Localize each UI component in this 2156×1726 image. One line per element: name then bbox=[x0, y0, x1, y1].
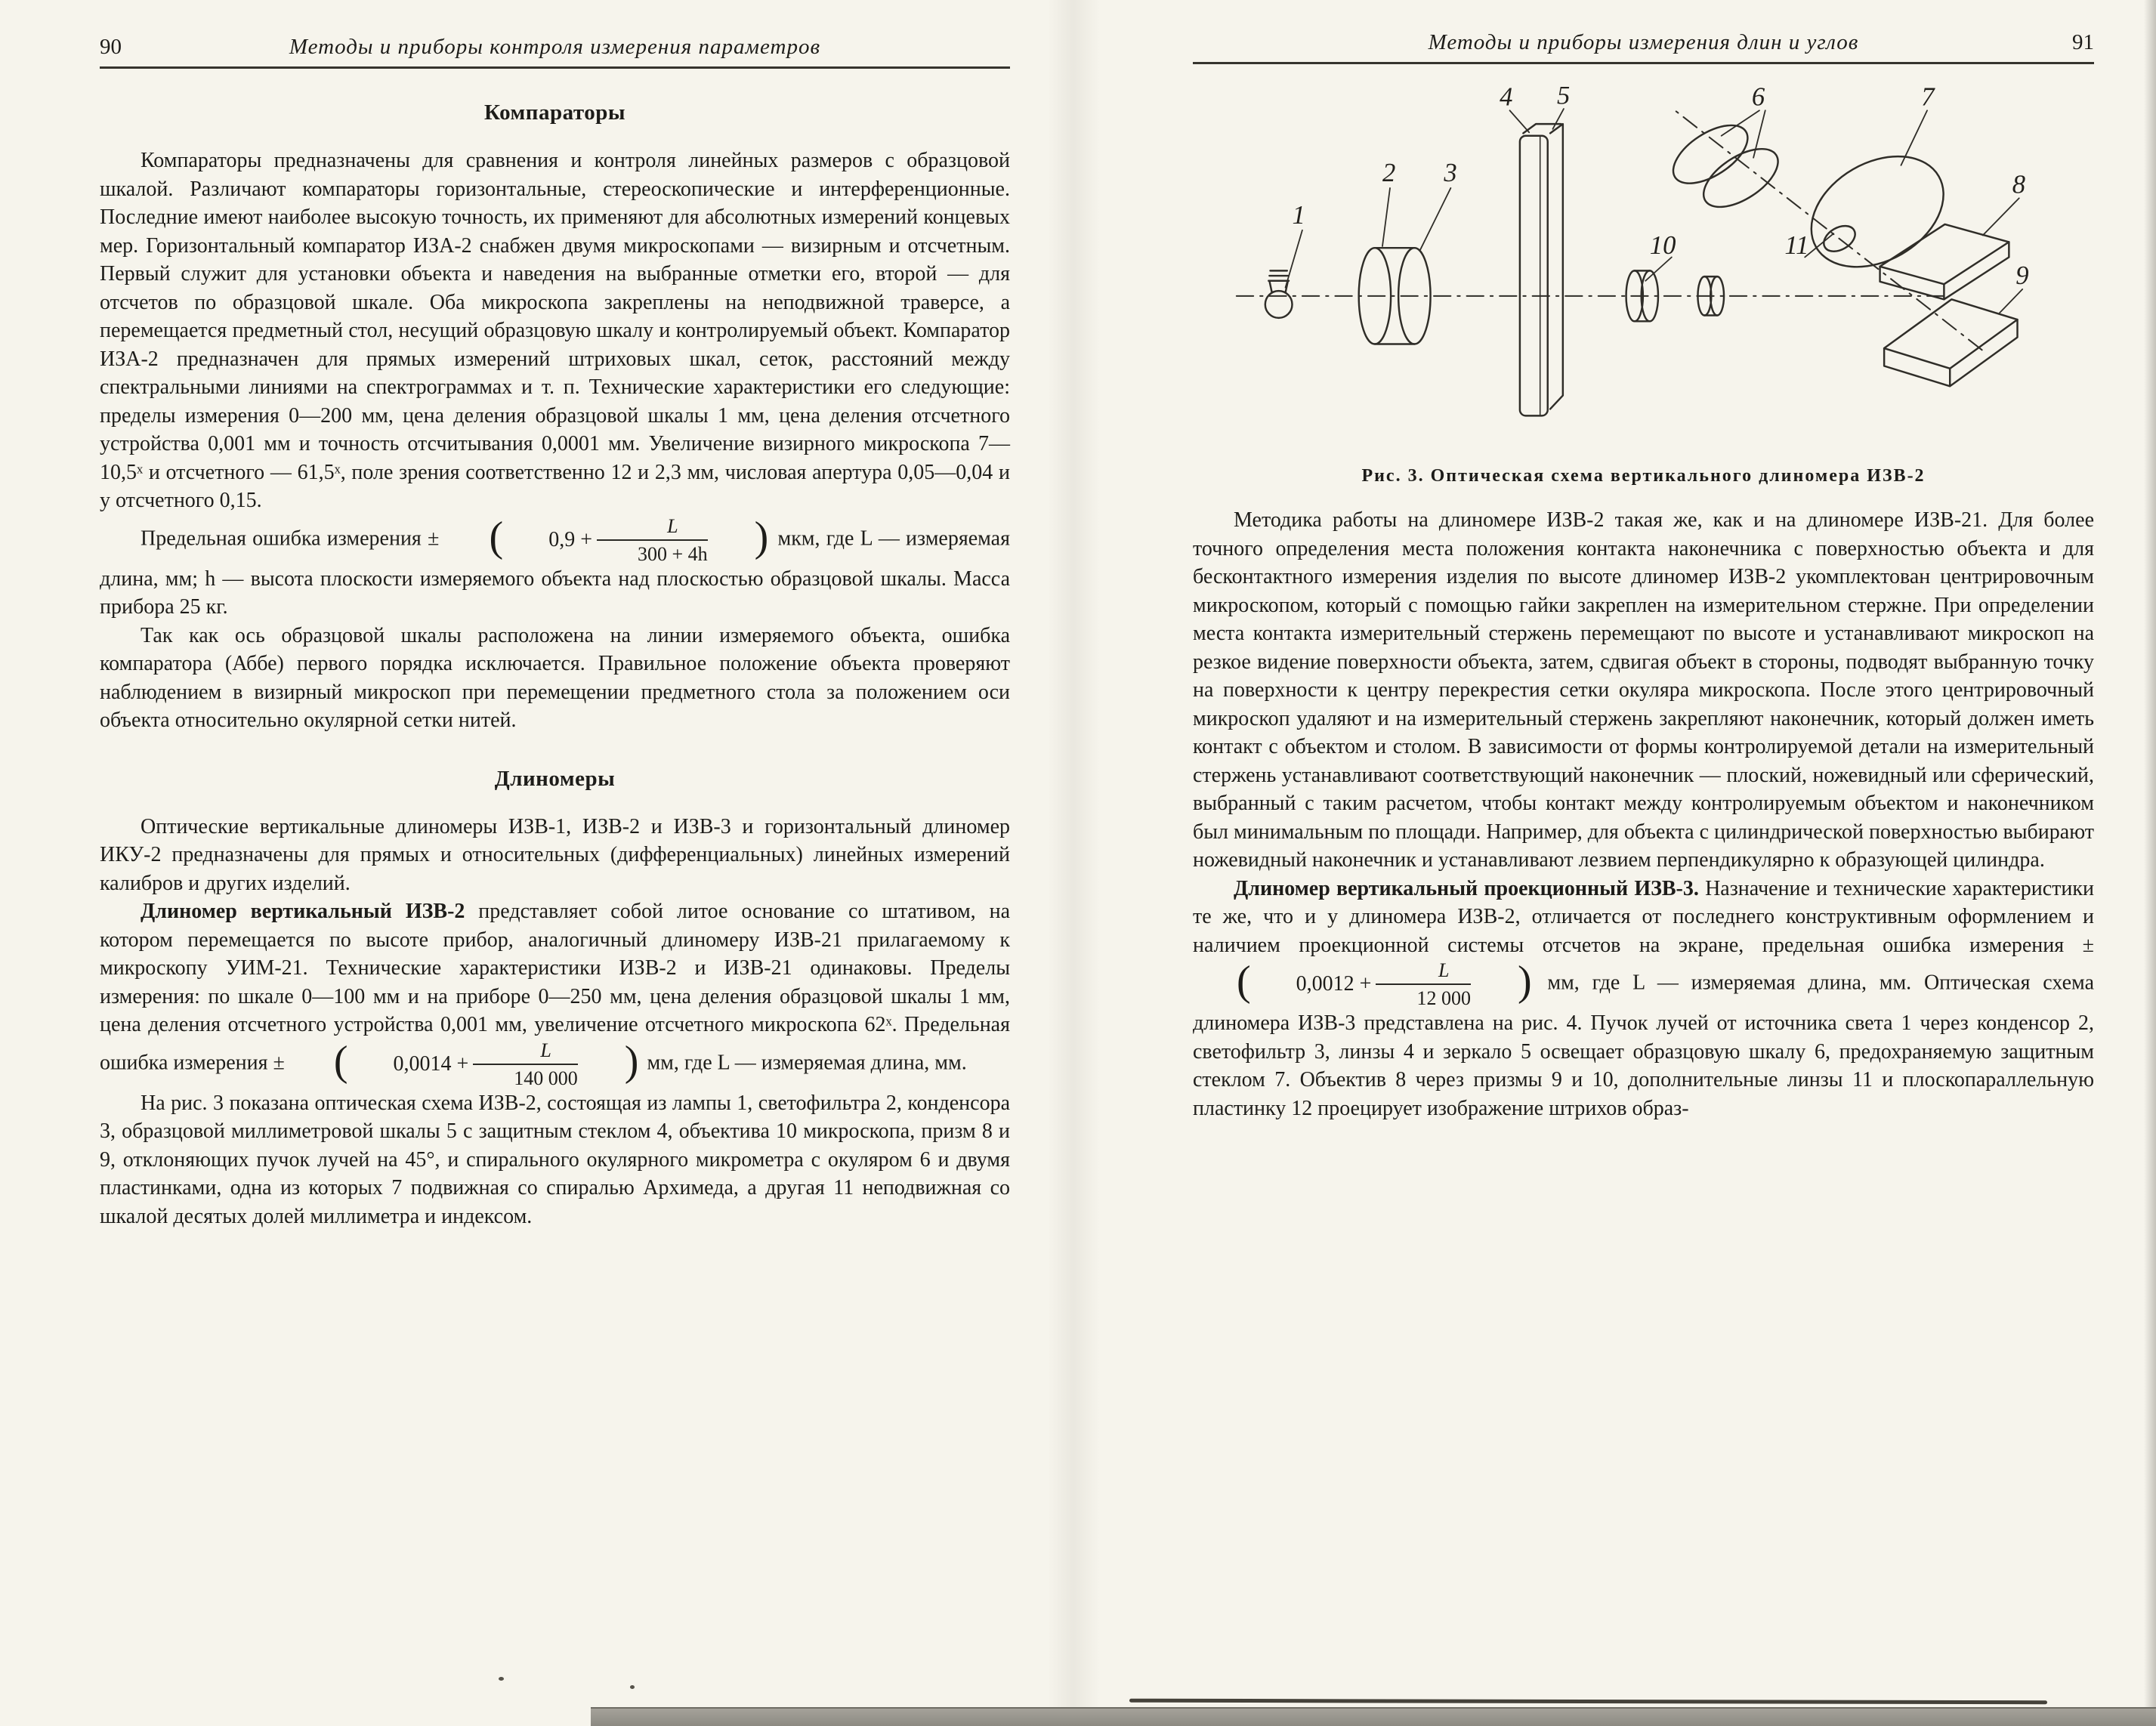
paragraph-error-formula-1 bbox=[100, 515, 1010, 622]
figure-labels bbox=[1292, 87, 2028, 290]
figure-label-11: 11 bbox=[1784, 231, 1809, 261]
paragraph-izv3-mid: Назначение и технические характеристики те же, что и у длиномера ИЗВ-2, отличается от последнего конструктивным оформлением и наличием проекционной системы отсчетов на экране, предельная ошибка измерения ± bbox=[1193, 876, 2094, 957]
paragraph-izv3-lead: Длиномер вертикальный проекционный ИЗВ-3. bbox=[1234, 876, 1699, 900]
formula1-fraction bbox=[597, 515, 708, 565]
figure-3-caption: Рис. 3. Оптическая схема вертикального длиномера ИЗВ-2 bbox=[1361, 466, 1926, 486]
scan-artifact-speck bbox=[630, 1685, 635, 1689]
eyepiece-lenses bbox=[1663, 113, 1787, 218]
formula1-after-text: мкм, где L — измеряемая длина, мм; h — высота плоскости измеряемого объекта над плоскостью образцовой шкалы. Масса прибора 25 кг. bbox=[100, 526, 1010, 619]
formula1-term: 0,9 + bbox=[548, 527, 592, 551]
scan-artifact-bottom-strip bbox=[591, 1707, 2156, 1726]
label-leader-lines bbox=[1285, 109, 2022, 313]
formula2-fraction bbox=[473, 1039, 578, 1089]
spiral-disc bbox=[1791, 134, 1963, 289]
page-90-header bbox=[100, 35, 1010, 69]
figure-label-1: 1 bbox=[1292, 200, 1305, 230]
formula1-open-paren: ( bbox=[489, 513, 504, 560]
formula3-fraction bbox=[1376, 959, 1471, 1009]
formula3-numerator: L bbox=[1376, 959, 1471, 985]
page-number-right: 91 bbox=[2072, 30, 2094, 54]
scan-edge-shadow bbox=[2144, 0, 2156, 1726]
page-91 bbox=[1078, 0, 2156, 1726]
paragraph-dlinomery-intro: Оптические вертикальные длиномеры ИЗВ-1, ИЗВ-2 и ИЗВ-3 и горизонтальный длиномер ИКУ-2 предназначены для прямых и относительных (дифференциальных) линейных измерений калибров и других изделий. bbox=[100, 814, 1010, 895]
paragraph-izv2-lead: Длиномер вертикальный ИЗВ-2 bbox=[141, 900, 465, 924]
figure-label-4: 4 bbox=[1499, 87, 1512, 112]
formula2-open-paren: ( bbox=[333, 1038, 348, 1085]
scale-rod bbox=[1519, 124, 1562, 415]
formula2-numerator: L bbox=[473, 1039, 578, 1065]
scan-artifact-speck bbox=[499, 1677, 504, 1681]
figure-label-9: 9 bbox=[2015, 261, 2029, 291]
formula3-close-paren: ) bbox=[1517, 958, 1532, 1005]
paragraph-izv2 bbox=[100, 897, 1010, 1089]
formula2-close-paren: ) bbox=[624, 1038, 639, 1085]
formula1-numerator: L bbox=[597, 515, 708, 541]
figure-3-drawing bbox=[1193, 87, 2094, 449]
prism-8 bbox=[1880, 224, 2009, 299]
formula-1 bbox=[449, 515, 769, 565]
page-91-header bbox=[1193, 30, 2094, 64]
section-heading-comparators: Компараторы bbox=[483, 100, 625, 125]
figure-label-6: 6 bbox=[1751, 87, 1765, 112]
paragraph-comparators-intro: Компараторы предназначены для сравнения и контроля линейных размеров с образцовой шкалой. Различают компараторы горизонтальные, стереоскопические и интерференционные. Последние имеют наиболее высокую точность, их применяют для абсолютных измерений концевых мер. Горизонтальный компаратор ИЗА-2 снабжен двумя микроскопами — визирным и отсчетным. Первый служит для установки объекта и наведения на выбранные отметки его, второй — для отсчетов по образцовой шкале. Оба микроскопа закреплены на неподвижной траверсе, а перемещается предметный стол, несущий образцовую шкалу и контролируемый объект. Компаратор ИЗА-2 предназначен для прямых измерений штриховых шкал, сеток, расстояний между спектральными линиями на спектрограммах и т. п. Технические характеристики его следующие: пределы измерения 0—200 мм, цена деления образцовой шкалы 1 мм, цена деления отсчетного устройства 0,001 мм и точность отсчитывания 0,0001 мм. Увеличение визирного микроскопа 7—10,5ˣ и отсчетного — 61,5ˣ, поле зрения соответственно 12 и 2,3 мм, числовая апертура 0,05—0,04 и у отсчетного 0,15. bbox=[100, 149, 1010, 512]
formula1-close-paren: ) bbox=[754, 513, 769, 560]
figure-label-8: 8 bbox=[2012, 170, 2025, 199]
page-number-left: 90 bbox=[100, 35, 122, 59]
running-title-left: Методы и приборы контроля измерения параметров bbox=[289, 35, 821, 59]
figure-label-10: 10 bbox=[1649, 231, 1676, 261]
formula2-term: 0,0014 + bbox=[393, 1052, 469, 1076]
formula3-open-paren: ( bbox=[1237, 958, 1251, 1005]
section-heading-dlinomery: Длиномеры bbox=[494, 766, 616, 791]
paragraph-methodology: Методика работы на длиномере ИЗВ-2 такая же, как и на длиномере ИЗВ-21. Для более точного определения места положения контакта наконечника с поверхностью объекта и для бесконтактного измерения изделия по высоте длиномер ИЗВ-2 укомплектован центрировочным микроскопом, который с помощью гайки закреплен на измерительном стержне. При определении места контакта измерительный стержень перемещают по высоте и устанавливают микроскоп на резкое видение поверхности объекта, затем, сдвигая объект в стороны, подводят выбранную точку на поверхности к центру перекрестия сетки окуляра микроскопа. После этого центрировочный микроскоп удаляют и на измерительный стержень закрепляют наконечник, который должен иметь контакт с объектом и столом. В зависимости от формы контролируемой детали на измерительный стержень устанавливают соответствующий наконечник — плоский, ножевидный или сферический, выбранный с таким расчетом, чтобы контакт между контролируемым объектом и наконечником был минимальным по площади. Например, для объекта с цилиндрической поверхностью выбирают ножевидный наконечник и устанавливают лезвием перпендикулярно к образующей цилиндра. bbox=[1193, 508, 2094, 872]
formula3-denominator: 12 000 bbox=[1416, 987, 1471, 1010]
formula1-denominator: 300 + 4h bbox=[637, 542, 708, 565]
formula3-after-text: мм, где L — измеряемая длина, мм. Оптическая схема длиномера ИЗВ-3 представлена на рис. 4. Пучок лучей от источника света 1 через конденсор 2, светофильтр 3, линзы 4 и зеркало 5 освещает образцовую шкалу 6, предохраняемую защитным стеклом 7. Объектив 8 через призмы 9 и 10, дополнительные линзы 11 и плоскопараллельную пластинку 12 проецирует изображение штрихов образ- bbox=[1193, 971, 2094, 1120]
figure-label-7: 7 bbox=[1920, 87, 1935, 112]
formula1-before-text: Предельная ошибка измерения ± bbox=[141, 526, 446, 551]
figure-label-5: 5 bbox=[1556, 87, 1570, 110]
paragraph-abbe: Так как ось образцовой шкалы расположена на линии измеряемого объекта, ошибка компаратора (Аббе) первого порядка исключается. Правильное положение объекта проверяют наблюдением в визирный микроскоп при перемещении предметного стола за положением оси объекта относительно окулярной сетки нитей. bbox=[100, 623, 1010, 733]
formula2-denominator: 140 000 bbox=[514, 1067, 578, 1089]
figure-label-3: 3 bbox=[1443, 159, 1457, 188]
paragraph-izv2-rest: представляет собой литое основание со штативом, на котором перемещается по высоте прибор, аналогичный длиномеру ИЗВ-21 прилагаемому к микроскопу УИМ-21. Технические характеристики ИЗВ-2 и ИЗВ-21 одинаковы. Пределы измерения: по шкале 0—100 мм и на приборе 0—250 мм, цена деления образцовой шкалы 1 мм, цена деления отсчетного устройства 0,001 мм, увеличение отсчетного микроскопа 62ˣ. Предельная ошибка измерения ± bbox=[100, 900, 1010, 1075]
prism-9 bbox=[1884, 299, 2017, 386]
figure-3 bbox=[1193, 87, 2094, 486]
formula3-term: 0,0012 + bbox=[1296, 972, 1372, 996]
formula2-after-text: мм, где L — измеряемая длина, мм. bbox=[641, 1051, 967, 1075]
running-title-right: Методы и приборы измерения длин и углов bbox=[1428, 30, 1859, 54]
formula-3 bbox=[1196, 959, 1532, 1009]
paragraph-figure3-description: На рис. 3 показана оптическая схема ИЗВ-2, состоящая из лампы 1, светофильтра 2, конденсора 3, образцовой миллиметровой шкалы 5 с защитным стеклом 4, объектива 10 микроскопа, призм 8 и 9, отклоняющих пучок лучей на 45°, и спирального окулярного микрометра с окуляром 6 и двумя пластинками, одна из которых 7 подвижная со спиралью Архимеда, а другая 11 неподвижная со шкалой десятых долей миллиметра и индексом. bbox=[100, 1091, 1010, 1228]
paragraph-izv3 bbox=[1193, 875, 2094, 1123]
figure-label-2: 2 bbox=[1382, 159, 1395, 188]
formula-2 bbox=[293, 1039, 639, 1089]
optical-schema-svg bbox=[1209, 87, 2078, 449]
